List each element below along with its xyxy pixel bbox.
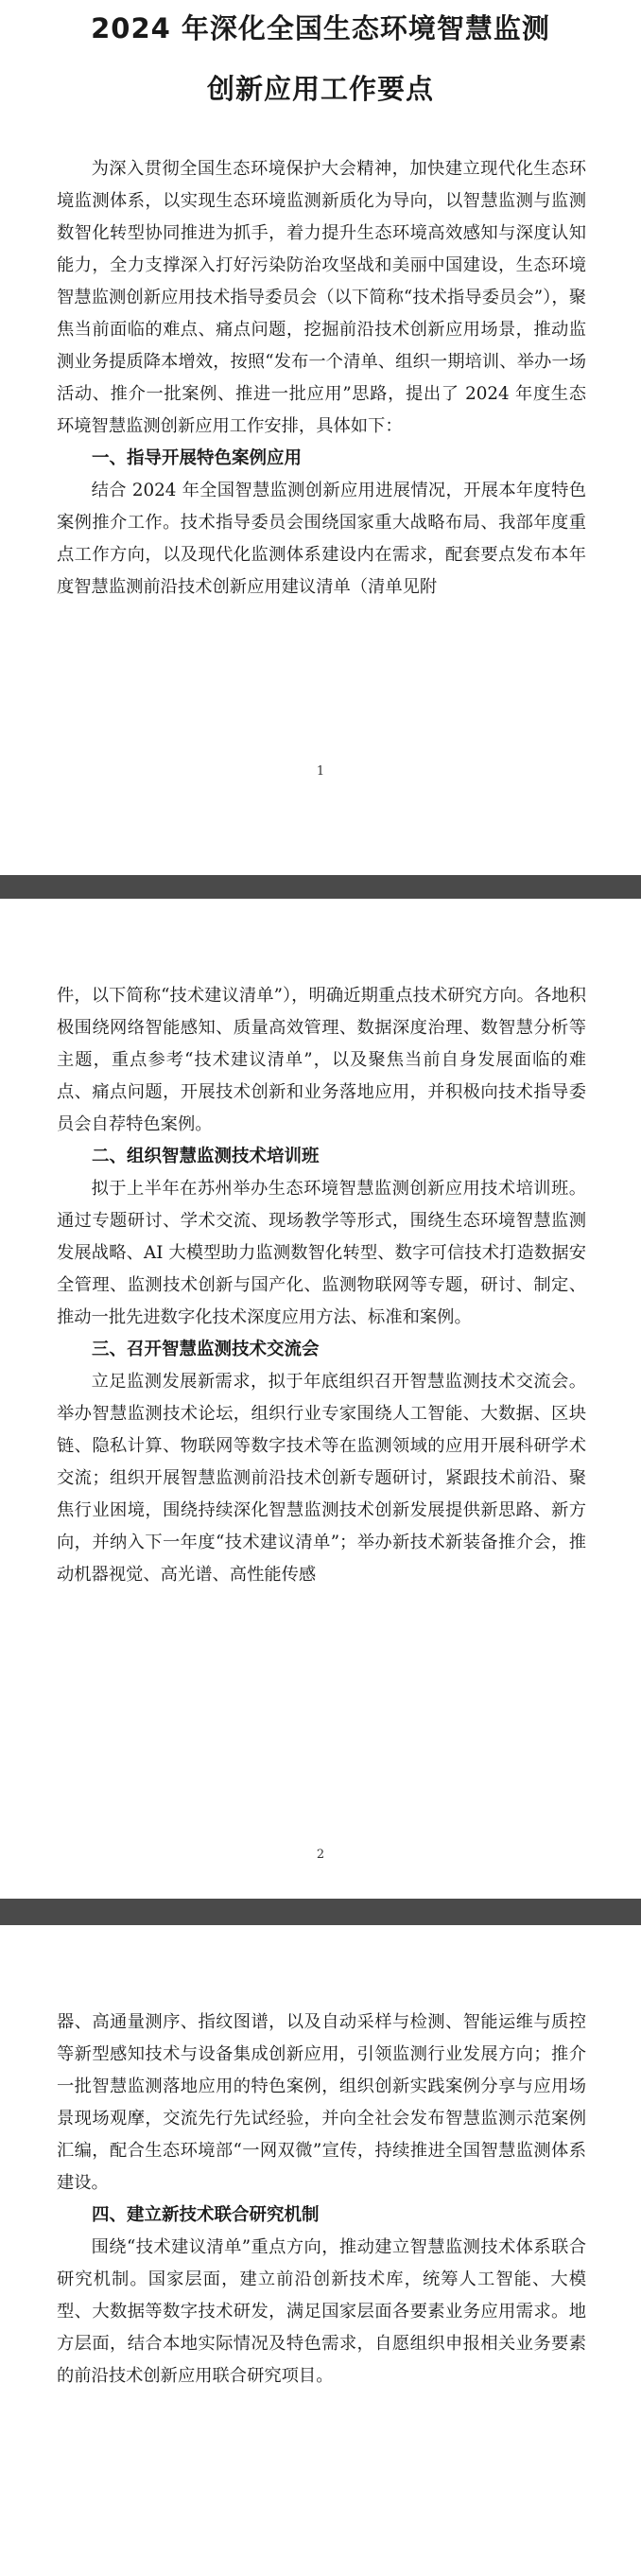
section-3-paragraph-continued: 器、高通量测序、指纹图谱，以及自动采样与检测、智能运维与质控等新型感知技术与设备集成创新应用，引领监测行业发展方向；推介一批智慧监测落地应用的特色案例，组织创新实践案例分享与应用场景现场观摩，交流先行先试经验，并向全社会发布智慧监测示范案例汇编，配合生态环境部“一网双微”宣传，持续推进全国智慧监测体系建设。: [57, 2012, 586, 2193]
section-heading-3: 三、召开智慧监测技术交流会: [92, 1340, 320, 1359]
page-3-body: [57, 2006, 586, 2392]
section-2-paragraph: 拟于上半年在苏州举办生态环境智慧监测创新应用技术培训班。通过专题研讨、学术交流、现场教学等形式，围绕生态环境智慧监测发展战略、AI 大模型助力监测数智化转型、数字可信技术打造数据安全管理、监测技术创新与国产化、监测物联网等专题，研讨、制定、推动一批先进数字化技术深度应用方法、标准和案例。: [57, 1179, 586, 1327]
page-2-body: [57, 980, 586, 1591]
document-title-line-1: 2024 年深化全国生态环境智慧监测: [91, 12, 550, 44]
page-number: 1: [316, 764, 325, 779]
section-heading-4: 四、建立新技术联合研究机制: [92, 2205, 320, 2225]
section-heading-1: 一、指导开展特色案例应用: [92, 448, 303, 468]
page-1-body: [57, 153, 586, 604]
intro-paragraph: 为深入贯彻全国生态环境保护大会精神，加快建立现代化生态环境监测体系，以实现生态环境监测新质化为导向，以智慧监测与监测数智化转型协同推进为抓手，着力提升生态环境高效感知与深度认知能力，全力支撑深入打好污染防治攻坚战和美丽中国建设，生态环境智慧监测创新应用技术指导委员会（以下简称“技术指导委员会”），聚焦当前面临的难点、痛点问题，挖掘前沿技术创新应用场景，推动监测业务提质降本增效，按照“发布一个清单、组织一期培训、举办一场活动、推介一批案例、推进一批应用”思路，提出了 2024 年度生态环境智慧监测创新应用工作安排，具体如下：: [57, 159, 586, 436]
section-4-paragraph: 围绕“技术建议清单”重点方向，推动建立智慧监测技术体系联合研究机制。国家层面，建立前沿创新技术库，统筹人工智能、大模型、大数据等数字技术研发，满足国家层面各要素业务应用需求。地方层面，结合本地实际情况及特色需求，自愿组织申报相关业务要素的前沿技术创新应用联合研究项目。: [57, 2237, 586, 2386]
section-1-paragraph: 结合 2024 年全国智慧监测创新应用进展情况，开展本年度特色案例推介工作。技术指导委员会围绕国家重大战略布局、我部年度重点工作方向，以及现代化监测体系建设内在需求，配套要点发布本年度智慧监测前沿技术创新应用建议清单（清单见附: [57, 481, 586, 597]
section-heading-2: 二、组织智慧监测技术培训班: [92, 1147, 320, 1166]
document-title-line-2: 创新应用工作要点: [206, 73, 434, 105]
section-3-paragraph: 立足监测发展新需求，拟于年底组织召开智慧监测技术交流会。举办智慧监测技术论坛，组织行业专家围绕人工智能、大数据、区块链、隐私计算、物联网等数字技术等在监测领域的应用开展科研学术交流；组织开展智慧监测前沿技术创新专题研讨，紧跟技术前沿、聚焦行业困境，围绕持续深化智慧监测技术创新发展提供新思路、新方向，并纳入下一年度“技术建议清单”；举办新技术新装备推介会，推动机器视觉、高光谱、高性能传感: [57, 1372, 586, 1585]
document-page-3: [0, 1925, 641, 2576]
section-1-paragraph-continued: 件，以下简称“技术建议清单”），明确近期重点技术研究方向。各地积极围绕网络智能感知、质量高效管理、数据深度治理、数智慧分析等主题，重点参考“技术建议清单”，以及聚焦当前自身发展面临的难点、痛点问题，开展技术创新和业务落地应用，并积极向技术指导委员会自荐特色案例。: [57, 986, 586, 1134]
document-page-1: [0, 0, 641, 875]
document-page-2: [0, 899, 641, 1899]
page-number: 2: [316, 1848, 325, 1862]
